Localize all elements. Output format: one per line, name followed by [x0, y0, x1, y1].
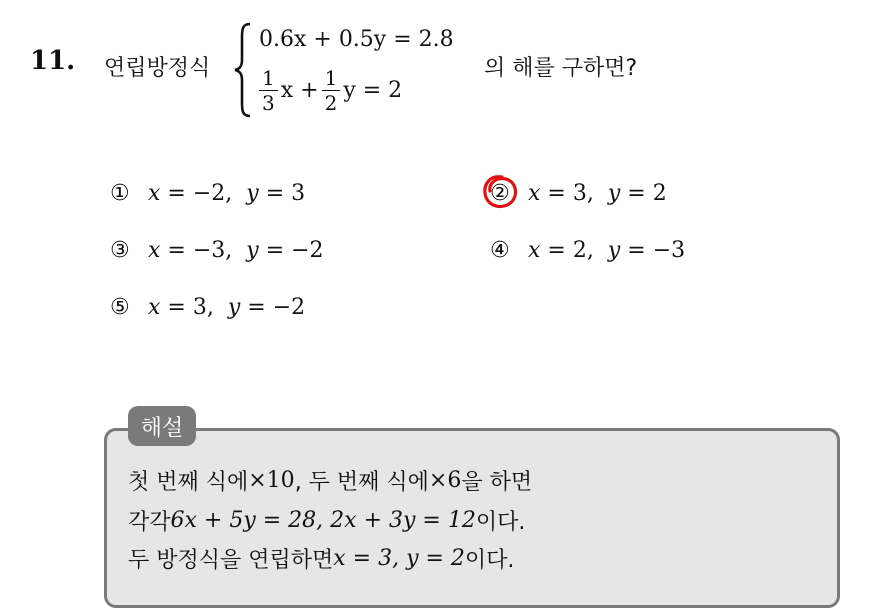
option-y-value: 3 — [291, 180, 306, 206]
solution-text: 두 방정식을 연립하면 — [128, 547, 334, 573]
solution-text: 을 하면 — [461, 469, 533, 495]
option-y-value: −2 — [272, 294, 306, 320]
question-suffix: 의 해를 구하면? — [484, 56, 638, 81]
option-x-value: 3 — [192, 294, 207, 320]
solution-text: 각각 — [128, 509, 171, 535]
solution-math: x = 3, y = 2 — [333, 545, 465, 571]
option-x-value: 2 — [572, 237, 587, 263]
fraction-numerator: 1 — [322, 68, 341, 91]
option-3[interactable]: ③ x = −3, y = −2 — [110, 237, 324, 263]
answer-circle-icon — [480, 172, 520, 212]
solution-math: ×10 — [248, 467, 295, 493]
equation-2 — [259, 62, 402, 118]
fraction-denominator: 2 — [324, 90, 338, 115]
option-x-value: −3 — [192, 237, 226, 263]
system-brace-icon — [232, 22, 254, 118]
equation-2-tail: y = 2 — [343, 77, 403, 103]
fraction-one-half — [322, 65, 341, 115]
option-2[interactable]: ② x = 3, y = 2 — [490, 180, 667, 206]
solution-math: 6x + 5y = 28, 2x + 3y = 12 — [170, 507, 476, 533]
option-y-value: 2 — [652, 180, 667, 206]
option-number-mark: ④ — [490, 237, 510, 263]
solution-line-3 — [128, 542, 514, 574]
option-x-value: −2 — [192, 180, 226, 206]
option-number-mark: ⑤ — [110, 294, 130, 320]
fraction-denominator: 3 — [262, 90, 275, 115]
option-x-value: 3 — [572, 180, 587, 206]
solution-line-1 — [128, 464, 532, 496]
question-prompt: 연립방정식 — [104, 56, 211, 81]
option-number-mark: ③ — [110, 237, 130, 263]
option-y-value: −3 — [652, 237, 686, 263]
solution-tag: 해설 — [128, 406, 196, 446]
option-number-mark: ① — [110, 180, 130, 206]
option-number-mark: ② — [490, 180, 510, 206]
question-number: 11. — [30, 46, 76, 76]
option-y-value: −2 — [291, 237, 324, 263]
solution-text: , 두 번째 식에 — [294, 469, 429, 495]
solution-text: 이다. — [464, 547, 515, 573]
equation-2-middle: x + — [280, 77, 319, 103]
solution-line-2 — [128, 504, 525, 536]
option-1[interactable]: ① x = −2, y = 3 — [110, 180, 306, 206]
solution-math: ×6 — [428, 467, 462, 493]
equation-1: 0.6x + 0.5y = 2.8 — [259, 27, 454, 52]
option-5[interactable]: ⑤ x = 3, y = −2 — [110, 294, 306, 320]
option-4[interactable]: ④ x = 2, y = −3 — [490, 237, 686, 263]
solution-text: 첫 번째 식에 — [128, 469, 249, 495]
fraction-numerator: 1 — [259, 68, 278, 91]
solution-text: 이다. — [475, 509, 526, 535]
fraction-one-third — [259, 65, 278, 115]
